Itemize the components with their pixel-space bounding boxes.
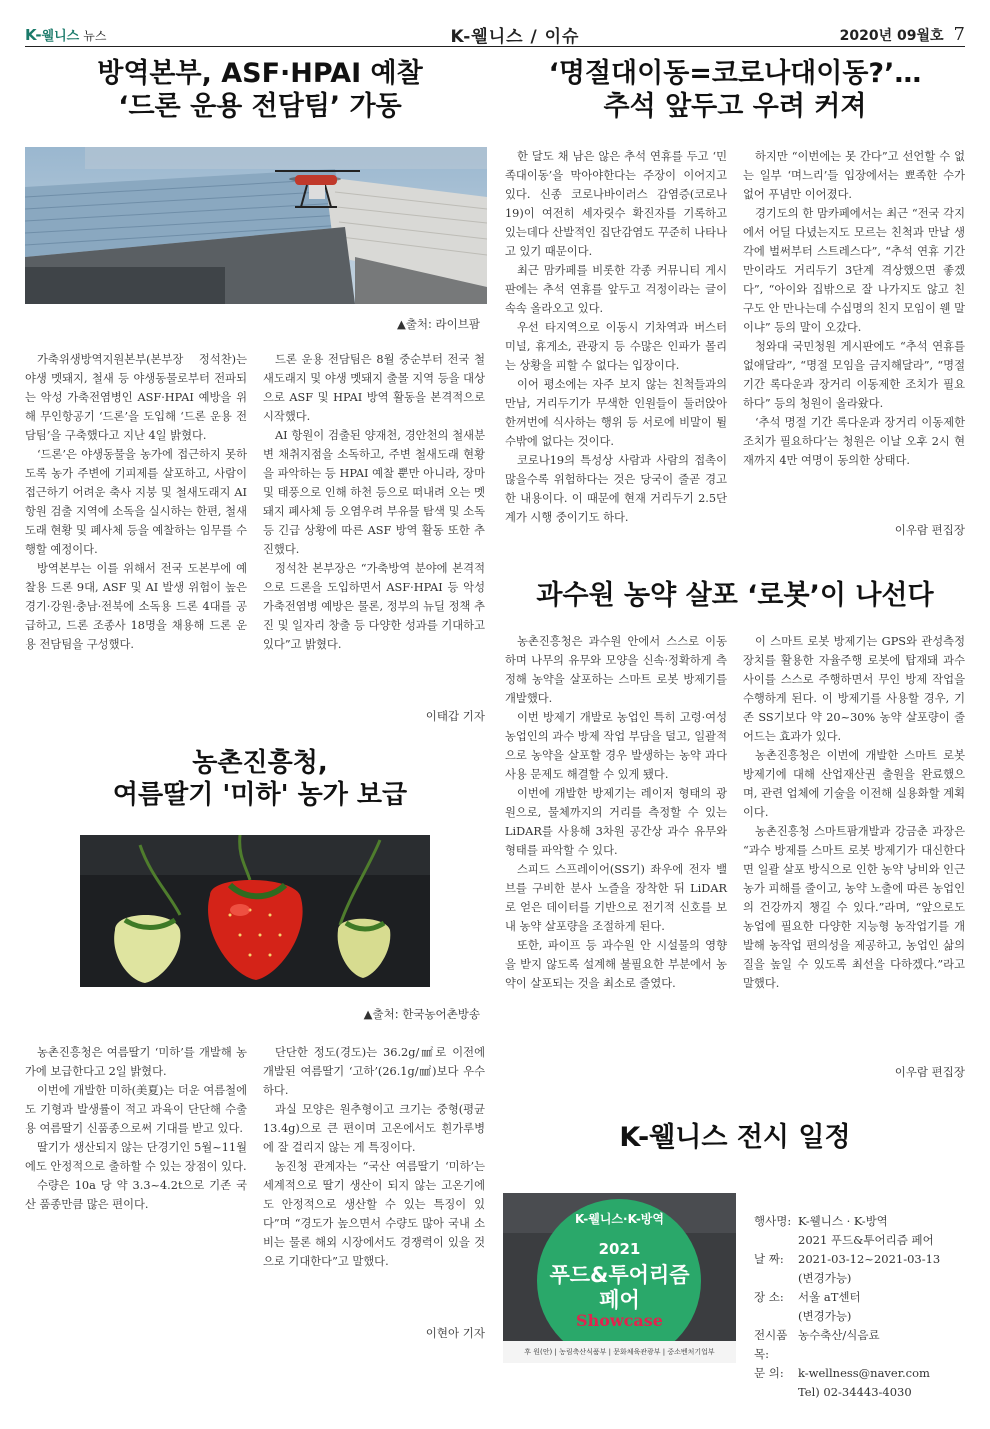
info-value: 농수축산/식음료	[798, 1328, 880, 1342]
article2-title-line1: ‘명절대이동=코로나대이동?’…	[548, 58, 922, 89]
drone-photo	[25, 147, 487, 304]
paragraph: ‘드론’은 야생동물을 농가에 접근하지 못하도록 농가 주변에 기피제를 살포하고, 사람이 접근하기 어려운 축사 지붕 및 철새도래지 AI 항원 검출 지역에 소독을 실시하는 한편, 철새 도래 현황 및 폐사체 등을 예찰하는 임무를 수행할 예정이다.	[25, 448, 247, 556]
article4-col2	[263, 1043, 485, 1271]
info-key: 문 의:	[754, 1366, 784, 1380]
paragraph: 방역본부는 이를 위해서 전국 도본부에 예찰용 드론 9대, ASF 및 AI 발생 위험이 높은 경기·강원·충남·전북에 소독용 드론 4대를 공급하고, 드론 조종사 18명을 채용해 드론 운용 전담팀을 구성했다.	[25, 562, 247, 651]
paragraph: 청와대 국민청원 게시판에도 “추석 연휴를 없애달라”, “명절 모임을 금지해달라”, “명절 기간 록다운과 장거리 이동제한 조치가 필요하다” 등의 청원이 올라왔다.	[743, 340, 965, 410]
paragraph: 한 달도 채 남은 않은 추석 연휴를 두고 ‘민족대이동’을 막아야한다는 주장이 이어지고 있다. 신종 코로나바이러스 감염증(코로나19)이 여전히 세자릿수 확진자를 기록하고 있는데다 산발적인 집단감염도 꾸준히 나타나고 있기 때문이다.	[505, 150, 727, 258]
paragraph: 이번에 개발한 미하(美夏)는 더운 여름철에도 기형과 발생률이 적고 과육이 단단해 수출용 여름딸기 신품종으로써 기대를 받고 있다.	[25, 1084, 247, 1135]
paragraph: 농진청 관계자는 “국산 여름딸기 ‘미하’는 세계적으로 딸기 생산이 되지 않는 고온기에도 안정적으로 생산할 수 있는 특징이 있다”며 “경도가 높으면서 수량도 많아 국내 소비는 물론 해외 시장에서도 경쟁력이 있을 것으로 기대한다”고 말했다.	[263, 1160, 485, 1268]
paragraph: 이번에 개발한 방제기는 레이저 형태의 광원으로, 물체까지의 거리를 측정할 수 있는 LiDAR를 사용해 3차원 공간상 과수 유무와 형태를 파악할 수 있다.	[505, 787, 727, 857]
issue-date: 2020년 09월호	[839, 28, 944, 44]
info-row	[754, 1269, 964, 1288]
paragraph: 농촌진흥청은 과수원 안에서 스스로 이동하며 나무의 유무와 모양을 신속·정확하게 측정해 농약을 살포하는 스마트 로봇 방제기를 개발했다.	[505, 635, 727, 705]
info-key: 전시품목:	[754, 1328, 788, 1361]
paragraph: 농촌진흥청 스마트팜개발과 강금춘 과장은 “과수 방제를 스마트 로봇 방제기가 대신한다면 일괄 살포 방식으로 인한 농약 낭비와 인근 농가 피해를 줄이고, 농약 노출에 따른 농업인의 건강까지 챙길 수 있다.”라며, “앞으로도 농업에 필요한 다양한 지능형 농작업기를 개발해 농작업 편의성을 제공하고, 농업인 삶의 질을 높일 수 있도록 최선을 다하겠다.”라고 말했다.	[743, 825, 965, 990]
info-value: 2021-03-12~2021-03-13	[798, 1252, 941, 1266]
contact-email[interactable]: k-wellness@naver.com	[798, 1366, 930, 1380]
issue-info	[840, 24, 965, 45]
info-value: 2021 푸드&투어리즘 페어	[798, 1233, 934, 1247]
paragraph: 딸기가 생산되지 않는 단경기인 5월~11월에도 안정적으로 출하할 수 있는 장점이 있다.	[25, 1141, 247, 1173]
paragraph: 이 스마트 로봇 방제기는 GPS와 관성측정장치를 활용한 자율주행 로봇에 탑재돼 과수 사이를 스스로 주행하면서 무인 방제 작업을 수행하게 된다. 이 방제기를 사용할 경우, 기존 SS기보다 약 20~30% 농약 살포량이 줄어드는 효과가 있다.	[743, 635, 965, 743]
paragraph: 코로나19의 특성상 사람과 사람의 접촉이 많을수록 위험하다는 것은 당국이 줄곧 경고한 내용이다. 이 때문에 현재 거리두기 2.5단계가 시행 중이기도 하다.	[505, 454, 727, 524]
article2-col2	[743, 147, 965, 470]
info-row	[754, 1288, 964, 1307]
paragraph: 과실 모양은 원추형이고 크기는 중형(평균 13.4g)으로 큰 편이며 고온에서도 흰가루병에 잘 걸리지 않는 게 특징이다.	[263, 1103, 485, 1154]
poster-year: 2021	[598, 1240, 641, 1258]
logo-k: K-	[25, 26, 42, 44]
article1-title	[25, 58, 495, 124]
article2-col1	[505, 147, 727, 527]
logo-name: 웰니스	[41, 29, 80, 44]
info-value: 서울 aT센터	[798, 1290, 861, 1304]
poster-sponsors: 후 원(안) | 농림축산식품부 | 문화체육관광부 | 중소벤처기업부	[524, 1348, 715, 1356]
paragraph: 이번 방제기 개발로 농업인 특히 고령·여성 농업인의 과수 방제 작업 부담을 덜고, 일괄적으로 농약을 살포할 경우 발생하는 농약 과다 사용 문제도 해결할 수 있게 됐다.	[505, 711, 727, 781]
article3-col1	[505, 632, 727, 993]
paragraph: 이어 평소에는 자주 보지 않는 친척들과의 만남, 거리두기가 무색한 인원들이 둘러앉아 한꺼번에 식사하는 행위 등 서로에 비말이 튈 수밖에 없다는 것이다.	[505, 378, 727, 448]
contact-phone: Tel) 02-34443-4030	[798, 1385, 912, 1399]
page-number: 7	[953, 24, 965, 45]
exhibit-title: K-웰니스 전시 일정	[619, 1122, 851, 1153]
article4-title	[25, 748, 495, 811]
info-key	[754, 1383, 798, 1402]
article4-title-line2: 여름딸기 '미하' 농가 보급	[112, 779, 408, 810]
masthead-logo	[25, 25, 106, 44]
paragraph: 최근 맘카페를 비롯한 각종 커뮤니티 게시판에는 추석 연휴를 앞두고 걱정이라는 글이 속속 올라오고 있다.	[505, 264, 727, 315]
info-key: 행사명:	[754, 1214, 792, 1228]
article3-col2	[743, 632, 965, 993]
article1-col2	[263, 350, 485, 654]
paragraph: ‘추석 명절 기간 록다운과 장거리 이동제한 조치가 필요하다’는 청원은 이날 오후 2시 현재까지 4만 여명이 동의한 상태다.	[743, 416, 965, 467]
article1-caption: ▲출처: 라이브팜	[396, 317, 480, 331]
article4-byline: 이현아 기자	[425, 1326, 485, 1340]
info-key: 날 짜:	[754, 1252, 784, 1266]
exhibit-info	[754, 1212, 964, 1402]
article4-title-line1: 농촌진흥청,	[192, 748, 328, 778]
info-row	[754, 1307, 964, 1326]
exhibit-poster	[503, 1193, 736, 1363]
poster-brand: K-웰니스·K-방역	[575, 1212, 664, 1226]
article1-byline: 이태갑 기자	[425, 709, 485, 723]
article3-byline: 이우람 편집장	[894, 1065, 965, 1079]
paragraph: 경기도의 한 맘카페에서는 최근 “전국 각지에서 어딜 다녔는지도 모르는 친척과 만날 생각에 벌써부터 스트레스다”, “추석 연휴 기간만이라도 거리두기 3단계 격상했으면 좋겠다”, “아이와 집밖으로 잘 나가지도 않고 친구도 안 만나는데 수십명의 친지 모임이 웬 말이냐” 등의 말이 오갔다.	[743, 207, 965, 334]
info-key	[754, 1307, 798, 1326]
paragraph: 수량은 10a 당 약 3.3~4.2t으로 기존 국산 품종만큼 많은 편이다.	[25, 1179, 247, 1211]
paragraph: 단단한 정도(경도)는 36.2g/㎟로 이전에 개발된 여름딸기 ‘고하’(26.1g/㎟)보다 우수하다.	[263, 1046, 485, 1097]
paragraph: 또한, 파이프 등 과수원 안 시설물의 영향을 받지 않도록 설계해 불필요한 부분에서 농약이 살포되는 것을 최소로 줄였다.	[505, 939, 727, 990]
strawberry-photo	[80, 835, 430, 987]
info-row	[754, 1231, 964, 1250]
paragraph: 농촌진흥청은 여름딸기 ‘미하’를 개발해 농가에 보급한다고 2일 밝혔다.	[25, 1046, 247, 1078]
info-row	[754, 1250, 964, 1269]
info-row	[754, 1212, 964, 1231]
paragraph: 가축위생방역지원본부(본부장 정석찬)는 야생 멧돼지, 철새 등 야생동물로부터 전파되는 악성 가축전염병인 ASF·HPAI 예방을 위해 무인항공기 ‘드론’을 도입해 ‘드론 운용 전담팀’을 구축했다고 지난 4일 밝혔다.	[25, 353, 247, 442]
info-row	[754, 1383, 964, 1402]
paragraph: 우선 타지역으로 이동시 기차역과 버스터미널, 휴게소, 관광지 등 수많은 인파가 몰리는 상황을 피할 수 없다는 입장이다.	[505, 321, 727, 372]
info-value: (변경가능)	[798, 1309, 852, 1323]
info-value: (변경가능)	[798, 1271, 852, 1285]
article2-byline: 이우람 편집장	[894, 523, 965, 537]
article2-title-line2: 추석 앞두고 우려 커져	[603, 90, 867, 122]
article3-title: 과수원 농약 살포 ‘로봇’이 나선다	[536, 580, 934, 611]
info-key	[754, 1269, 798, 1288]
paragraph: 농촌진흥청은 이번에 개발한 스마트 로봇 방제기에 대해 산업재산권 출원을 완료했으며, 관련 업체에 기술을 이전해 실용화할 계획이다.	[743, 749, 965, 819]
paragraph: AI 항원이 검출된 양재천, 경안천의 철새분변 채취지점을 소독하고, 주변 철새도래 현황을 파악하는 등 HPAI 예찰 뿐만 아니라, 장마 및 태풍으로 인해 하천 등으로 떠내려 오는 멧돼지 폐사체 등 오염우려 부유물 탐색 및 소독 등 긴급 상황에 따른 ASF 방역 활동 또한 추진했다.	[263, 429, 485, 556]
article1-title-line1: 방역본부, ASF·HPAI 예찰	[97, 58, 423, 89]
paragraph: 드론 운용 전담팀은 8월 중순부터 전국 철새도래지 및 야생 멧돼지 출몰 지역 등을 대상으로 ASF 및 HPAI 방역 활동을 본격적으로 시작했다.	[263, 353, 485, 423]
info-key: 장 소:	[754, 1290, 784, 1304]
section-title: K-웰니스 / 이슈	[450, 27, 580, 47]
poster-line1: 푸드&투어리즘	[549, 1263, 690, 1287]
poster-line3: Showcase	[576, 1311, 663, 1330]
article4-caption: ▲출처: 한국농어촌방송	[363, 1007, 480, 1021]
page-header	[25, 22, 965, 47]
logo-news: 뉴스	[83, 29, 107, 43]
article1-col1	[25, 350, 247, 654]
paragraph: 스피드 스프레이어(SS기) 좌우에 전자 밸브를 구비한 분사 노즐을 장착한 뒤 LiDAR로 얻은 데이터를 기반으로 전기적 신호를 보내 농약 살포량을 조절하게 된다.	[505, 863, 727, 933]
info-row	[754, 1326, 964, 1364]
article4-col1	[25, 1043, 247, 1214]
article2-title	[505, 58, 965, 124]
info-key	[754, 1231, 798, 1250]
info-row	[754, 1364, 964, 1383]
paragraph: 정석찬 본부장은 “가축방역 분야에 본격적으로 드론을 도입하면서 ASF·HPAI 등 악성 가축전염병 예방은 물론, 정부의 뉴딜 정책 추진 및 일자리 창출 등 다양한 성과를 기대하고 있다”고 밝혔다.	[263, 562, 485, 651]
paragraph: 하지만 “이번에는 못 간다”고 선언할 수 없는 일부 ‘며느리’들 입장에서는 뾰족한 수가 없어 푸념만 이어졌다.	[743, 150, 965, 201]
info-value: K-웰니스 · K-방역	[798, 1214, 888, 1228]
poster-line2: 페어	[599, 1288, 640, 1312]
article1-title-line2: ‘드론 운용 전담팀’ 가동	[118, 90, 402, 122]
